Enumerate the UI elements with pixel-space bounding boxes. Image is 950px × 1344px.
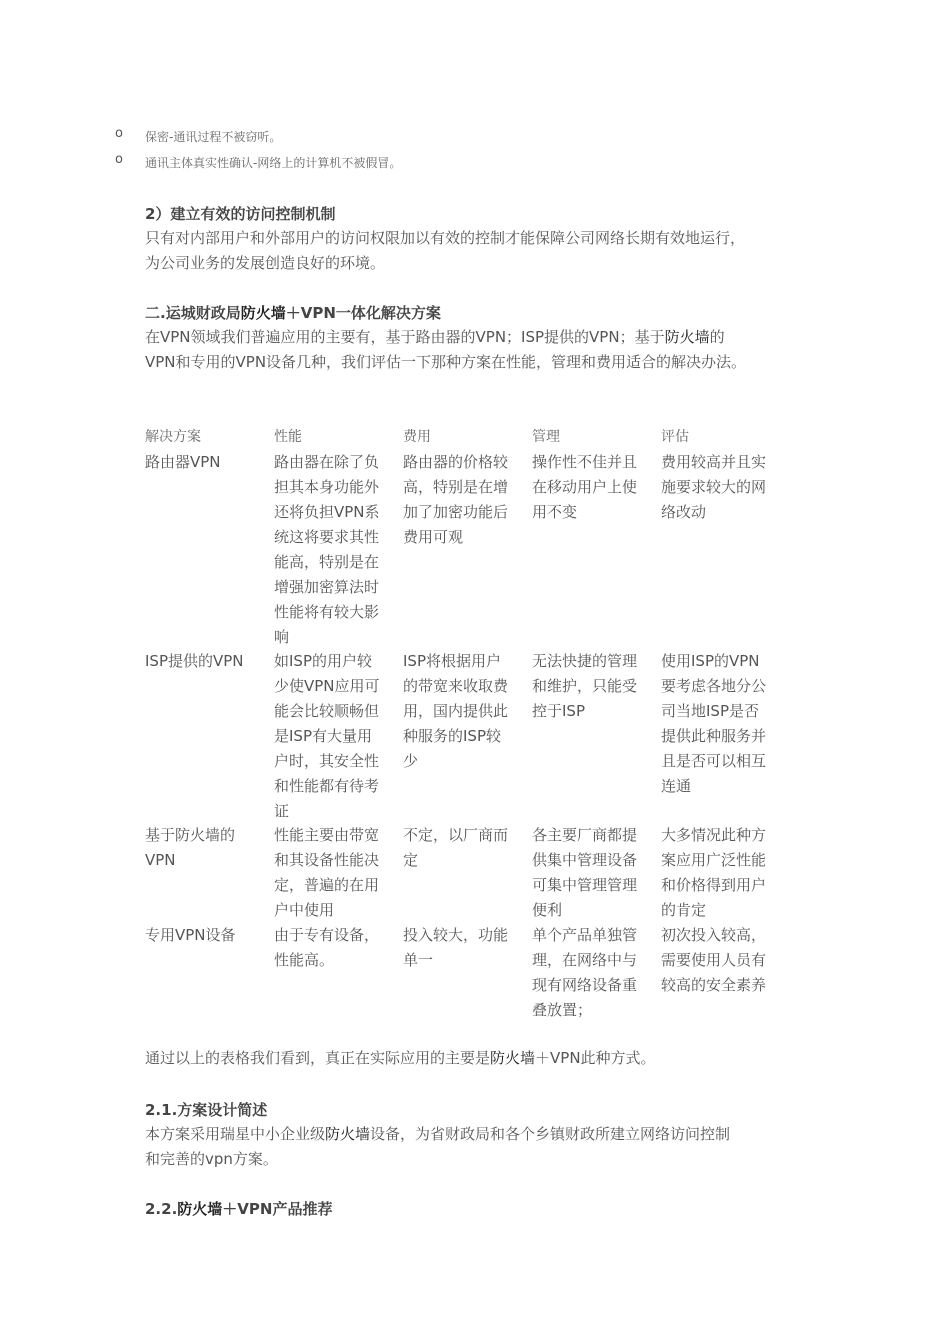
bullet-text: 通讯主体真实性确认-网络上的计算机不被假冒。	[145, 156, 402, 170]
paragraph-solution-intro	[145, 325, 746, 375]
cell-line: 费用较高并且实	[661, 453, 767, 471]
text-run: 本方案采用瑞星中小企业级	[145, 1125, 326, 1143]
table-cell-cost	[403, 823, 508, 873]
cell-line: 路由器的价格较	[403, 453, 509, 471]
paragraph-line: VPN和专用的VPN设备几种，我们评估一下那种方案在性能，管理和费用适合的解决办法。	[145, 353, 747, 371]
cell-line: 统这将要求其性	[274, 528, 380, 546]
cell-line: 由于专有设备，	[274, 926, 380, 944]
heading-text: 2.2.	[145, 1200, 178, 1218]
table-cell-management	[532, 649, 637, 724]
cell-line: 少	[403, 752, 419, 770]
table-cell-evaluation	[661, 450, 766, 525]
table-cell-management	[532, 823, 637, 923]
paragraph-access-control	[145, 226, 745, 276]
section-heading-access-control: 2）建立有效的访问控制机制	[145, 205, 336, 223]
table-cell-solution	[145, 923, 236, 948]
cell-line: 要考虑各地分公	[661, 677, 767, 695]
cell-line: 用，国内提供此	[403, 702, 509, 720]
cell-line: 增强加密算法时	[274, 578, 380, 596]
bullet-marker: o	[115, 152, 123, 167]
table-cell-solution	[145, 823, 235, 873]
cell-line: 的肯定	[661, 901, 707, 919]
cell-line: 能会比较顺畅但	[274, 702, 380, 720]
cell-line: 大多情况此种方	[661, 826, 767, 844]
cell-line: 无法快捷的管理	[532, 652, 638, 670]
cell-line: 路由器在除了负	[274, 453, 380, 471]
cell-line: 性能高。	[274, 951, 335, 969]
cell-line: 便利	[532, 901, 563, 919]
cell-line: ISP提供的VPN	[145, 652, 244, 670]
cell-line: 单个产品单独管	[532, 926, 638, 944]
cell-line: 提供此种服务并	[661, 727, 767, 745]
paragraph-design-summary	[145, 1122, 730, 1172]
cell-line: 可集中管理管理	[532, 876, 638, 894]
cell-line: 投入较大，功能	[403, 926, 509, 944]
table-cell-cost	[403, 923, 508, 973]
cell-line: 种服务的ISP较	[403, 727, 501, 745]
cell-line: 担其本身功能外	[274, 478, 380, 496]
table-cell-management	[532, 450, 637, 525]
cell-line: 如ISP的用户较	[274, 652, 372, 670]
cell-line: 户时，其安全性	[274, 752, 380, 770]
table-cell-cost	[403, 649, 508, 774]
paragraph-line	[145, 1122, 730, 1147]
table-cell-performance	[274, 823, 379, 923]
heading-text: ＋VPN产品推荐	[222, 1200, 333, 1218]
text-run: 设备，为省财政局和各个乡镇财政所建立网络访问控制	[370, 1125, 731, 1143]
cell-line: 和性能都有待考	[274, 777, 380, 795]
keyword-highlight: 防火墙	[325, 1125, 371, 1143]
section-heading-product-recommendation	[145, 1198, 332, 1219]
keyword-highlight: 防火墙	[177, 1200, 223, 1218]
cell-line: 供集中管理设备	[532, 851, 638, 869]
cell-line: 且是否可以相互	[661, 752, 767, 770]
cell-line: 定，普遍的在用	[274, 876, 380, 894]
text-run: 通过以上的表格我们看到，真正在实际应用的主要是	[145, 1049, 491, 1067]
table-cell-evaluation	[661, 649, 766, 799]
cell-line: 操作性不佳并且	[532, 453, 638, 471]
cell-line: 单一	[403, 951, 434, 969]
cell-line: 证	[274, 802, 290, 820]
cell-line: 是ISP有大量用	[274, 727, 372, 745]
cell-line: 理，在网络中与	[532, 951, 638, 969]
cell-line: 控于ISP	[532, 702, 585, 720]
section-heading-design-summary: 2.1.方案设计简述	[145, 1101, 268, 1119]
heading-text: ＋VPN一体化解决方案	[285, 304, 441, 322]
table-cell-evaluation	[661, 823, 766, 923]
text-run: 在VPN领域我们普遍应用的主要有，基于路由器的VPN；ISP提供的VPN；基于	[145, 328, 665, 346]
cell-line: 费用可观	[403, 528, 464, 546]
text-run: 的	[709, 328, 725, 346]
cell-line: 和维护，只能受	[532, 677, 638, 695]
cell-line: 基于防火墙的	[145, 826, 236, 844]
table-header-cell: 解决方案	[145, 429, 201, 445]
paragraph-line: 和完善的vpn方案。	[145, 1150, 278, 1168]
cell-line: VPN	[145, 851, 176, 869]
table-cell-performance	[274, 923, 379, 973]
paragraph-conclusion	[145, 1046, 656, 1071]
cell-line: 专用VPN设备	[145, 926, 236, 944]
table-header-cell: 评估	[661, 429, 689, 445]
table-cell-performance	[274, 450, 380, 650]
cell-line: 络改动	[661, 503, 707, 521]
table-cell-solution	[145, 649, 244, 674]
cell-line: 还将负担VPN系	[274, 503, 380, 521]
table-cell-cost	[403, 450, 508, 550]
cell-line: 不定，以厂商而	[403, 826, 509, 844]
cell-line: 户中使用	[274, 901, 335, 919]
cell-line: 施要求较大的网	[661, 478, 767, 496]
text-run: ＋VPN此种方式。	[535, 1049, 656, 1067]
cell-line: 高，特别是在增	[403, 478, 509, 496]
cell-line: 响	[274, 628, 290, 646]
section-heading-solution	[145, 302, 441, 323]
keyword-highlight: 防火墙	[240, 304, 286, 322]
heading-text: 二.运城财政局	[145, 304, 241, 322]
cell-line: 加了加密功能后	[403, 503, 509, 521]
cell-line: 性能主要由带宽	[274, 826, 380, 844]
cell-line: 少使VPN应用可	[274, 677, 380, 695]
cell-line: 和价格得到用户	[661, 876, 767, 894]
table-cell-performance	[274, 649, 380, 824]
cell-line: 需要使用人员有	[661, 951, 767, 969]
table-cell-management	[532, 923, 637, 1023]
bullet-text: 保密-通讯过程不被窃听。	[145, 130, 282, 144]
cell-line: 司当地ISP是否	[661, 702, 759, 720]
keyword-highlight: 防火墙	[490, 1049, 536, 1067]
table-cell-evaluation	[661, 923, 766, 998]
cell-line: 用不变	[532, 503, 578, 521]
table-header-cell: 性能	[274, 429, 302, 445]
cell-line: 现有网络设备重	[532, 976, 638, 994]
paragraph-line	[145, 325, 746, 350]
paragraph-line: 为公司业务的发展创造良好的环境。	[145, 254, 386, 272]
paragraph-line: 只有对内部用户和外部用户的访问权限加以有效的控制才能保障公司网络长期有效地运行，	[145, 229, 746, 247]
cell-line: 路由器VPN	[145, 453, 221, 471]
cell-line: 各主要厂商都提	[532, 826, 638, 844]
table-cell-solution	[145, 450, 221, 475]
cell-line: 连通	[661, 777, 692, 795]
cell-line: 初次投入较高，	[661, 926, 767, 944]
cell-line: ISP将根据用户	[403, 652, 501, 670]
cell-line: 使用ISP的VPN	[661, 652, 760, 670]
cell-line: 定	[403, 851, 419, 869]
cell-line: 性能将有较大影	[274, 603, 380, 621]
keyword-highlight: 防火墙	[664, 328, 710, 346]
cell-line: 和其设备性能决	[274, 851, 380, 869]
cell-line: 在移动用户上使	[532, 478, 638, 496]
table-header-cell: 管理	[532, 429, 560, 445]
cell-line: 的带宽来收取费	[403, 677, 509, 695]
cell-line: 案应用广泛性能	[661, 851, 767, 869]
cell-line: 能高，特别是在	[274, 553, 380, 571]
cell-line: 较高的安全素养	[661, 976, 767, 994]
cell-line: 叠放置；	[532, 1001, 593, 1019]
bullet-marker: o	[115, 126, 123, 141]
table-header-cell: 费用	[403, 429, 431, 445]
